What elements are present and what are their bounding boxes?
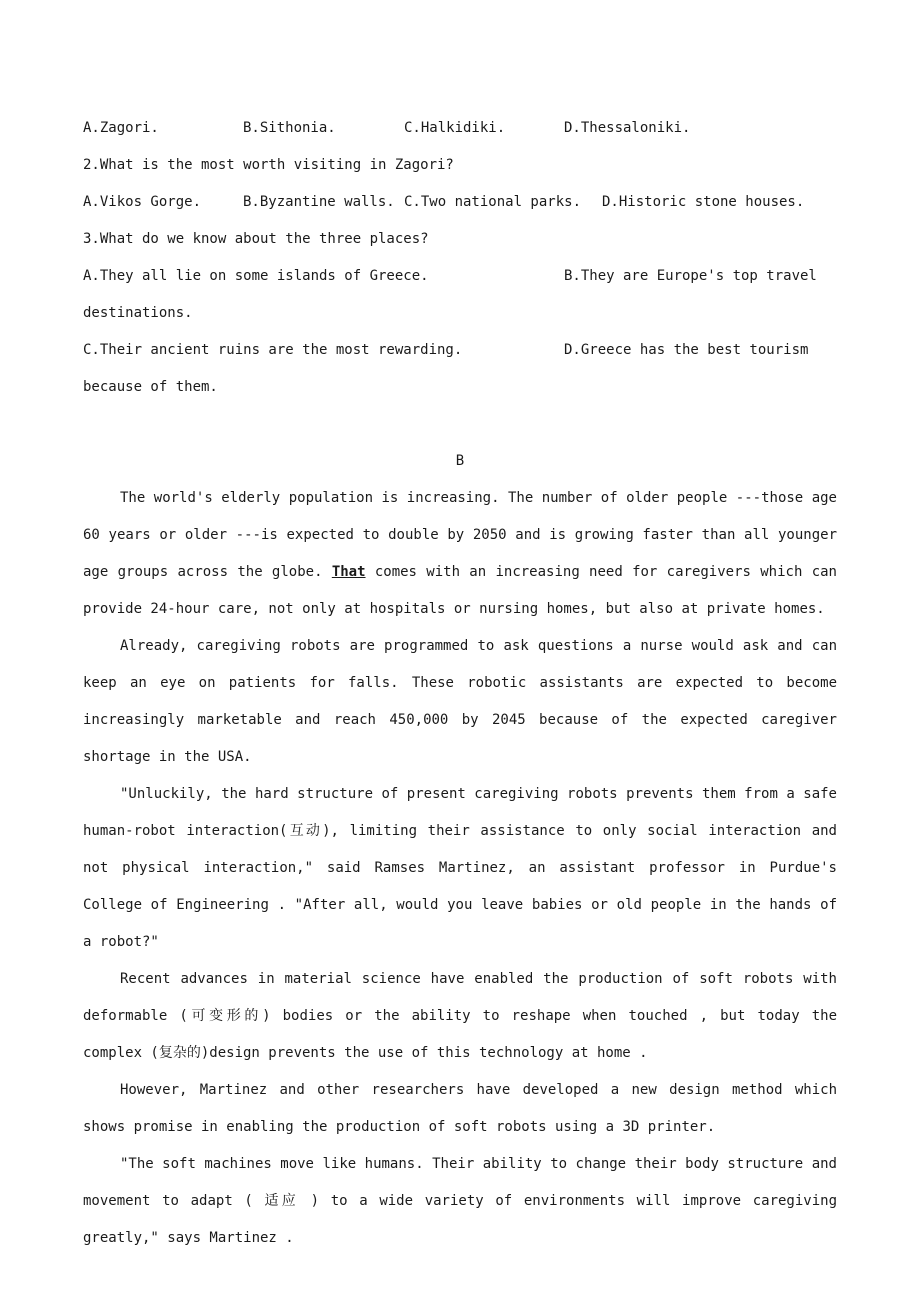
question-2-options (83, 184, 843, 221)
q3-option-d: D.Greece has the best tourism (564, 342, 809, 358)
question-3-text: 3.What do we know about the three places? (83, 231, 429, 247)
q2-option-c: C.Two national parks. (404, 194, 582, 210)
q1-option-d: D.Thessaloniki. (564, 120, 691, 136)
q3-row-ab (83, 258, 843, 295)
q3-option-b-continued: destinations. (83, 305, 193, 321)
q3-option-c: C.Their ancient ruins are the most rewarding. (83, 342, 463, 358)
question-2-text: 2.What is the most worth visiting in Zagori? (83, 157, 454, 173)
passage-paragraph-4: Recent advances in material science have enabled the production of soft robots with deformable (可变形的) bodies or the ability to reshape when touched , but today the complex (复杂的)design prevents the use of this technology at home . (83, 971, 837, 1061)
question-1-options (83, 110, 843, 147)
q2-option-a: A.Vikos Gorge. (83, 194, 202, 210)
passage-paragraph-1 (83, 480, 837, 628)
document-page (83, 110, 843, 1257)
q1-option-c: C.Halkidiki. (404, 120, 506, 136)
q2-option-d: D.Historic stone houses. (602, 194, 805, 210)
section-title: B (455, 453, 465, 469)
q3-row-cd (83, 332, 843, 369)
q1-option-a: A.Zagori. (83, 120, 159, 136)
passage-paragraph-2: Already, caregiving robots are programmed to ask questions a nurse would ask and can keep an eye on patients for falls. These robotic assistants are expected to become increasingly marketable and reach 450,000 by 2045 because of the expected caregiver shortage in the USA. (83, 638, 837, 765)
q3-option-d-continued: because of them. (83, 379, 218, 395)
passage-paragraph-5: However, Martinez and other researchers have developed a new design method which shows promise in enabling the production of soft robots using a 3D printer. (83, 1082, 837, 1135)
p1-text-start: The world's elderly population is increasing. The number of older people ---those age 60 years or older ---is expected to double by 2050 and is growing faster than all younger age groups across the globe. (83, 490, 837, 580)
q2-option-b: B.Byzantine walls. (243, 194, 395, 210)
p1-text-end: comes with an increasing need for caregivers which can provide 24-hour care, not only at hospitals or nursing homes, but also at private homes. (83, 564, 837, 617)
passage-paragraph-3: "Unluckily, the hard structure of present caregiving robots prevents them from a safe human-robot interaction(互动), limiting their assistance to only social interaction and not physical interaction," said Ramses Martinez, an assistant professor in Purdue's College of Engineering . "After all, would you leave babies or old people in the hands of a robot?" (83, 786, 837, 950)
q3-option-a: A.They all lie on some islands of Greece. (83, 268, 429, 284)
q1-option-b: B.Sithonia. (243, 120, 336, 136)
q3-option-b: B.They are Europe's top travel (564, 268, 817, 284)
passage-paragraph-6: "The soft machines move like humans. Their ability to change their body structure and movement to adapt ( 适应 ) to a wide variety of environments will improve caregiving greatly," says Martinez . (83, 1156, 837, 1246)
underlined-word: That (331, 564, 366, 580)
